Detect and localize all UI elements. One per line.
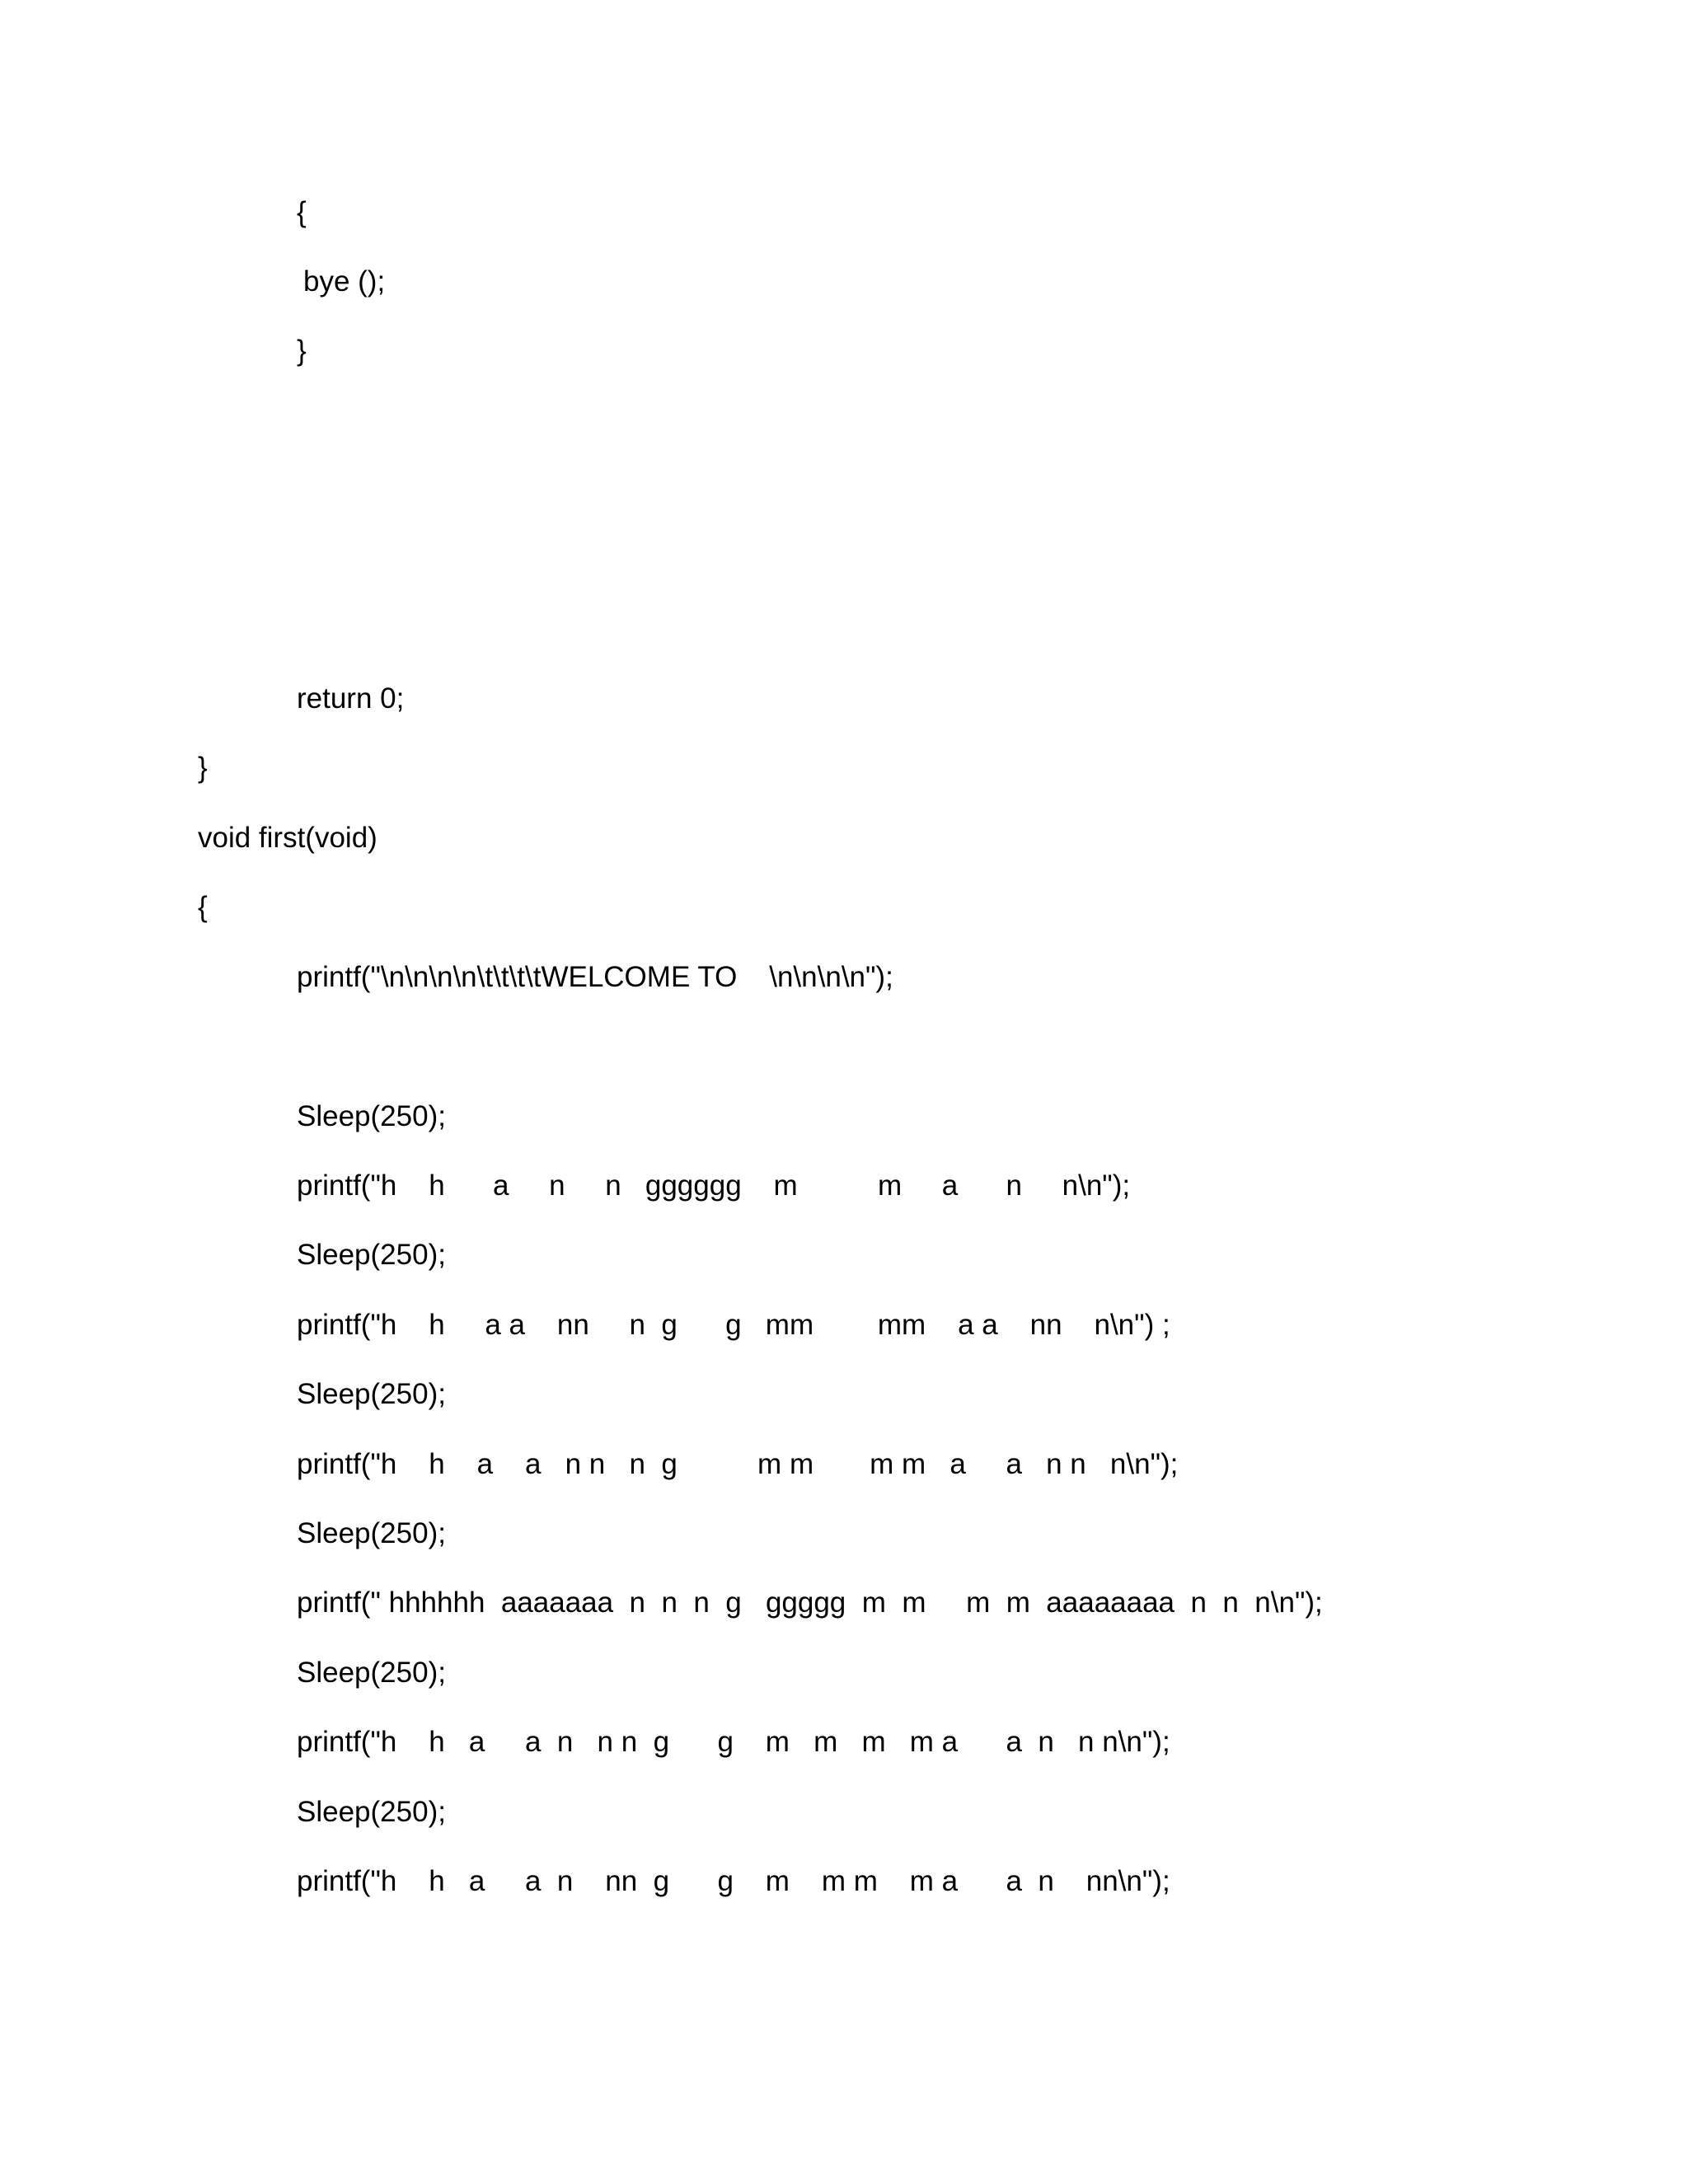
code-line: printf("h h a n n gggggg m m a n n\n");	[297, 1169, 1131, 1202]
code-line: printf("\n\n\n\n\t\t\t\tWELCOME TO \n\n\n\n");	[297, 961, 893, 993]
code-line: {	[198, 891, 208, 923]
code-line: Sleep(250);	[297, 1796, 446, 1828]
code-line: return 0;	[297, 682, 405, 715]
code-line: printf("h h a a n nn g g m m m m a a n nn\n");	[297, 1865, 1170, 1897]
code-line: Sleep(250);	[297, 1517, 446, 1549]
code-line: printf("h h a a nn n g g mm mm a a nn n\n") ;	[297, 1309, 1170, 1341]
code-line: Sleep(250);	[297, 1378, 446, 1410]
code-line: printf("h h a a n n n g m m m m a a n n n\n");	[297, 1448, 1179, 1480]
code-line: {	[297, 196, 307, 228]
code-line: void first(void)	[198, 822, 377, 854]
code-line: printf("h h a a n n n g g m m m m a a n n n\n");	[297, 1726, 1170, 1758]
code-line: bye ();	[303, 265, 386, 298]
code-line: }	[198, 752, 208, 784]
code-line: }	[297, 335, 307, 367]
code-line: Sleep(250);	[297, 1239, 446, 1271]
code-line: printf(" hhhhhh aaaaaaa n n n g ggggg m m m m aaaaaaaa n n n\n");	[297, 1586, 1323, 1619]
code-line: Sleep(250);	[297, 1657, 446, 1689]
code-line: Sleep(250);	[297, 1100, 446, 1132]
